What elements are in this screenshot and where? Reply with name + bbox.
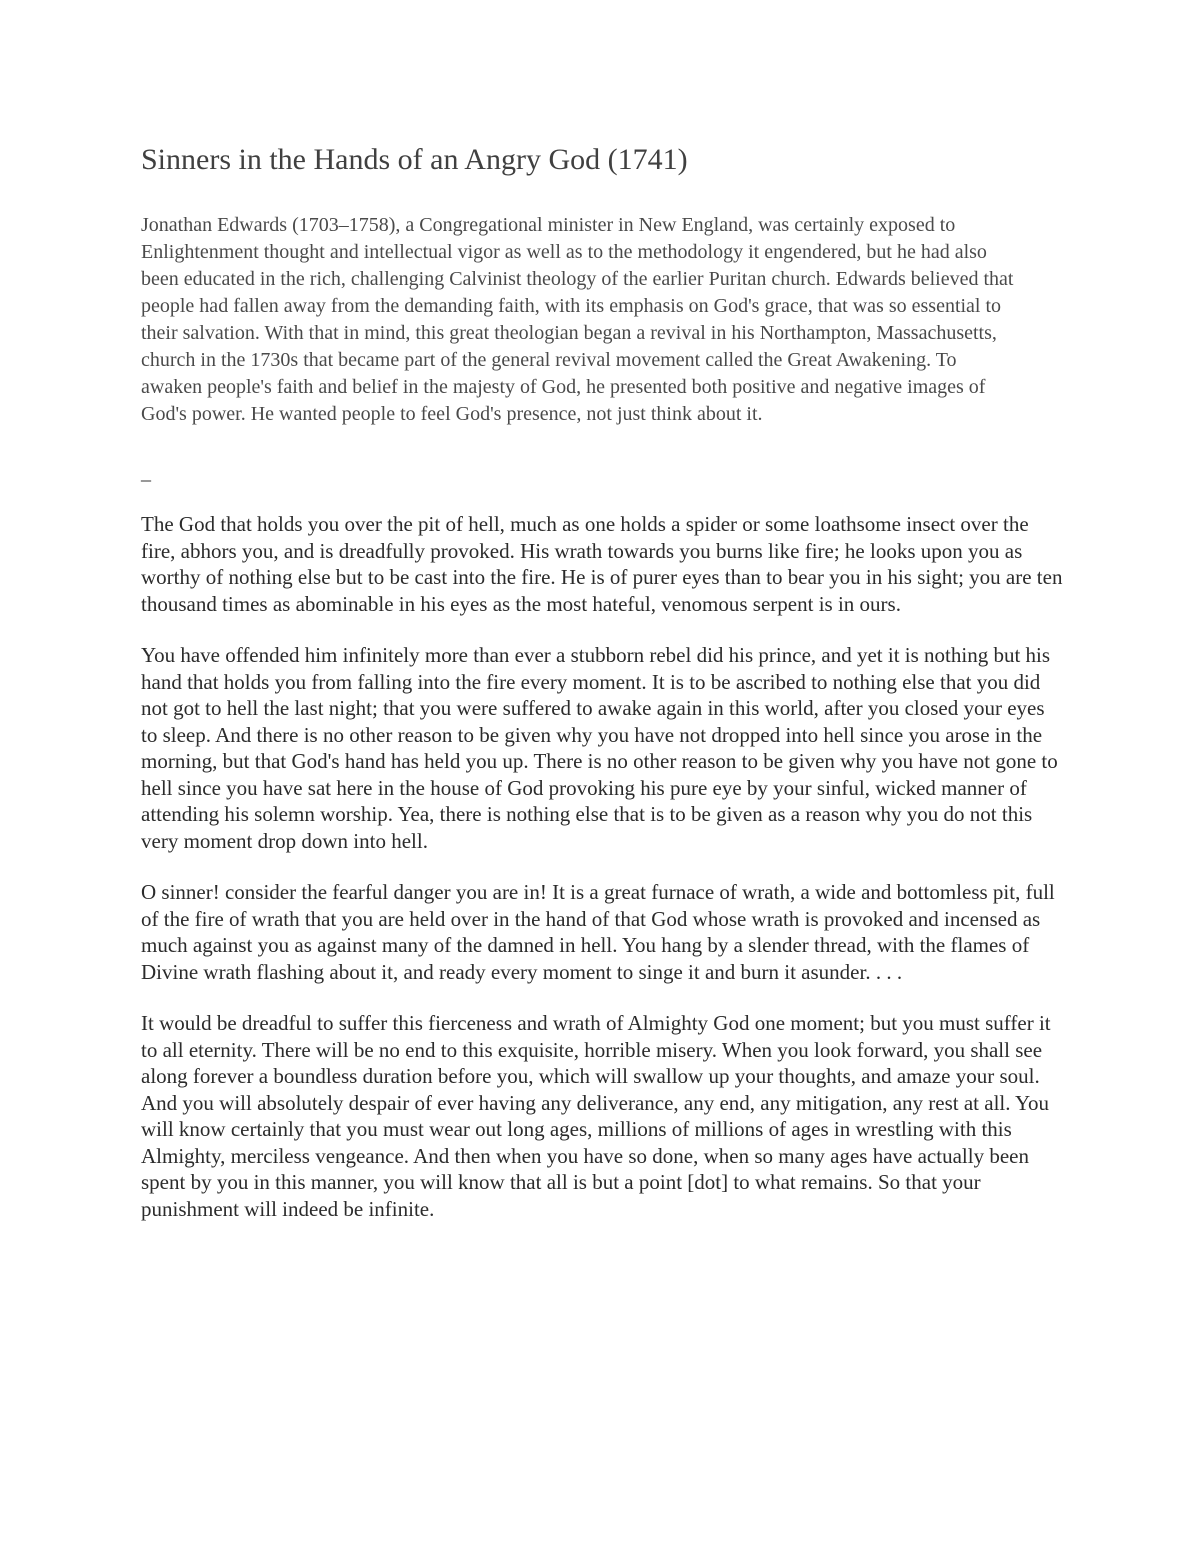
intro-paragraph: Jonathan Edwards (1703–1758), a Congregational minister in New England, was certainly exposed to Enlightenment thought and intellectual vigor as well as to the methodology it engendered, but he had also been educated in the rich, challenging Calvinist theology of the earlier Puritan church. Edwards believed that people had fallen away from the demanding faith, with its emphasis on God's grace, that was so essential to their salvation. With that in mind, this great theologian began a revival in his Northampton, Massachusetts, church in the 1730s that became part of the general revival movement called the Great Awakening. To awaken people's faith and belief in the majesty of God, he presented both positive and negative images of God's power. He wanted people to feel God's presence, not just think about it. [141, 214, 1014, 425]
section-separator: _ [141, 462, 151, 484]
document-title: Sinners in the Hands of an Angry God (1741) [141, 143, 688, 176]
sermon-excerpt [141, 511, 1066, 1222]
excerpt-paragraph: O sinner! consider the fearful danger you are in! It is a great furnace of wrath, a wide and bottomless pit, full of the fire of wrath that you are held over in the hand of that God whose wrath is provoked and incensed as much against you as against many of the damned in hell. You hang by a slender thread, with the flames of Divine wrath flashing about it, and ready every moment to singe it and burn it asunder. . . . [141, 880, 1055, 984]
excerpt-paragraph: You have offended him infinitely more than ever a stubborn rebel did his prince, and yet it is nothing but his hand that holds you from falling into the fire every moment. It is to be ascribed to nothing else that you did not got to hell the last night; that you were suffered to awake again in this world, after you closed your eyes to sleep. And there is no other reason to be given why you have not dropped into hell since you arose in the morning, but that God's hand has held you up. There is no other reason to be given why you have not gone to hell since you have sat here in the house of God provoking his pure eye by your sinful, wicked manner of attending his solemn worship. Yea, there is nothing else that is to be given as a reason why you do not this very moment drop down into hell. [141, 643, 1058, 853]
excerpt-paragraph: It would be dreadful to suffer this fierceness and wrath of Almighty God one moment; but you must suffer it to all eternity. There will be no end to this exquisite, horrible misery. When you look forward, you shall see along forever a boundless duration before you, which will swallow up your thoughts, and amaze your soul. And you will absolutely despair of ever having any deliverance, any end, any mitigation, any rest at all. You will know certainly that you must wear out long ages, millions of millions of ages in wrestling with this Almighty, merciless vengeance. And then when you have so done, when so many ages have actually been spent by you in this manner, you will know that all is but a point [dot] to what remains. So that your punishment will indeed be infinite. [141, 1011, 1051, 1221]
document-page [141, 140, 1066, 1247]
excerpt-paragraph: The God that holds you over the pit of hell, much as one holds a spider or some loathsome insect over the fire, abhors you, and is dreadfully provoked. His wrath towards you burns like fire; he looks upon you as worthy of nothing else but to be cast into the fire. He is of purer eyes than to bear you in his sight; you are ten thousand times as abominable in his eyes as the most hateful, venomous serpent is in ours. [141, 512, 1063, 616]
